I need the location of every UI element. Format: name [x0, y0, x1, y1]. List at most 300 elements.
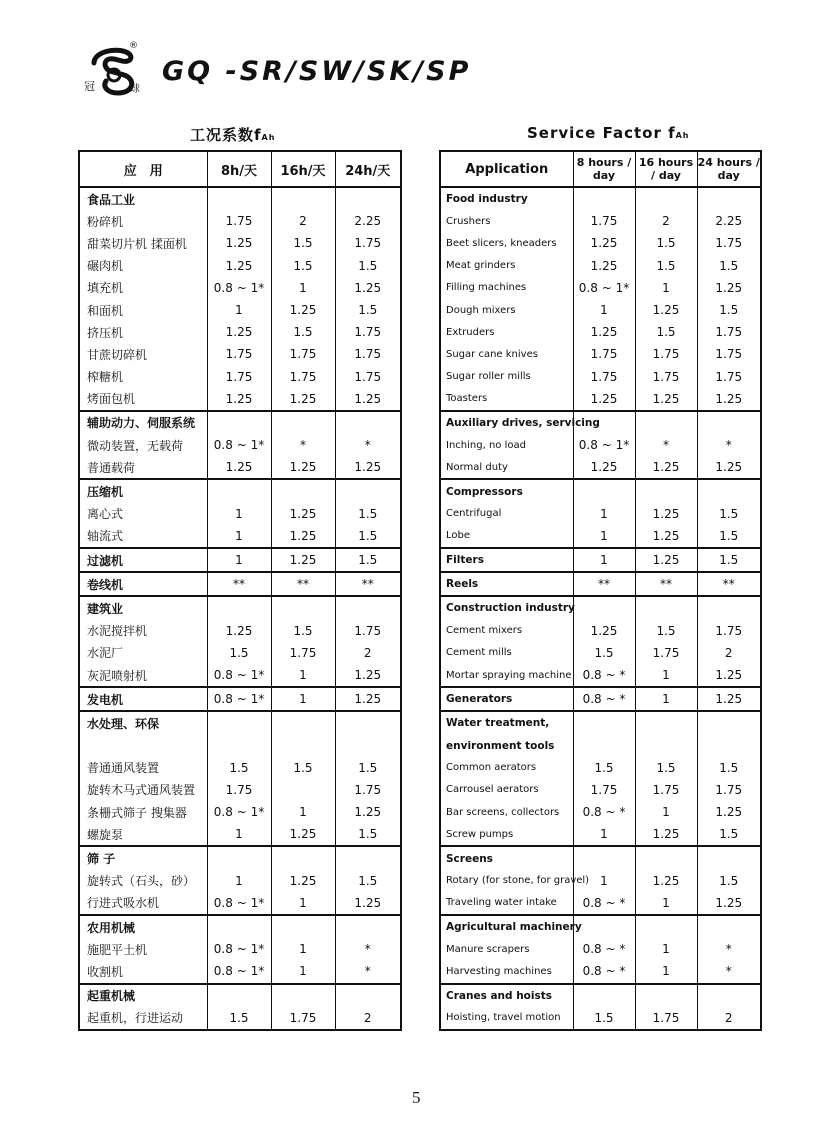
factor-16h-cell: 1.25 — [635, 548, 697, 572]
factor-8h-cell: 0.8 ~ * — [573, 960, 635, 983]
table-row — [79, 456, 401, 479]
factor-16h-cell: 1 — [271, 687, 335, 711]
application-cell: 施肥平土机 — [87, 942, 148, 957]
application-cell: 离心式 — [87, 507, 124, 522]
factor-8h-cell: 1 — [207, 823, 271, 846]
factor-24h-cell: 1.25 — [335, 456, 401, 479]
table-row — [79, 232, 401, 254]
factor-24h-cell: * — [697, 938, 761, 960]
factor-24h-cell — [697, 411, 761, 434]
factor-16h-cell: 1.75 — [635, 779, 697, 801]
factor-16h-cell: 1.75 — [271, 1007, 335, 1030]
application-cell: 和面机 — [87, 303, 124, 318]
table-row — [440, 366, 761, 388]
factor-8h-cell: 1.25 — [573, 388, 635, 411]
factor-8h-cell: 1 — [573, 299, 635, 321]
factor-16h-cell: 1.5 — [271, 321, 335, 343]
factor-16h-cell: 1 — [635, 938, 697, 960]
factor-16h-cell — [635, 735, 697, 757]
factor-16h-cell: 1 — [271, 938, 335, 960]
factor-8h-cell — [207, 735, 271, 757]
factor-8h-cell: 0.8 ~ 1* — [207, 687, 271, 711]
factor-24h-cell: 1.75 — [335, 343, 401, 365]
group-label: environment tools — [446, 739, 555, 752]
factor-24h-cell: 1.25 — [335, 277, 401, 299]
factor-16h-cell: 1.75 — [271, 343, 335, 365]
factor-24h-cell — [335, 479, 401, 502]
application-cell: Centrifugal — [446, 508, 502, 520]
factor-8h-cell — [207, 479, 271, 502]
group-row — [79, 846, 401, 869]
factor-24h-cell: 2.25 — [335, 210, 401, 232]
factor-8h-cell: 1.75 — [207, 210, 271, 232]
table-title-cn-sub: Ah — [261, 133, 276, 142]
factor-24h-cell: 1.25 — [335, 892, 401, 915]
factor-8h-cell: 1.75 — [573, 210, 635, 232]
factor-24h-cell: 1.75 — [335, 779, 401, 801]
factor-16h-cell: 1 — [635, 801, 697, 823]
group-label: Generators — [440, 687, 573, 711]
application-cell: Filling machines — [446, 282, 527, 294]
table-row — [79, 503, 401, 525]
factor-24h-cell: 1.5 — [697, 823, 761, 846]
factor-8h-cell: 0.8 ~ 1* — [207, 801, 271, 823]
factor-8h-cell: 1 — [207, 503, 271, 525]
application-cell: Rotary (for stone, for gravel) — [446, 875, 590, 887]
factor-8h-cell: 1.75 — [207, 779, 271, 801]
factor-24h-cell: 1.5 — [335, 823, 401, 846]
application-cell: Cement mixers — [446, 625, 523, 637]
factor-16h-cell: 1.25 — [635, 823, 697, 846]
header-application: 应 用 — [79, 151, 207, 187]
table-row — [440, 299, 761, 321]
factor-16h-cell: 1.25 — [271, 548, 335, 572]
table-row — [440, 620, 761, 642]
group-label: 发电机 — [79, 687, 207, 711]
factor-16h-cell: 1.25 — [635, 456, 697, 479]
table-row — [440, 525, 761, 548]
group-label: Filters — [440, 548, 573, 572]
table-row — [440, 456, 761, 479]
factor-16h-cell: 1 — [271, 892, 335, 915]
factor-8h-cell — [207, 596, 271, 619]
factor-24h-cell: 1.5 — [335, 548, 401, 572]
application-cell: Common aerators — [446, 762, 537, 774]
factor-8h-cell: 1.75 — [573, 779, 635, 801]
factor-24h-cell: 1.5 — [335, 870, 401, 892]
factor-16h-cell: 1.25 — [271, 823, 335, 846]
factor-16h-cell: 1.75 — [635, 366, 697, 388]
application-cell: Extruders — [446, 326, 495, 338]
application-cell: Traveling water intake — [446, 897, 557, 909]
group-row — [79, 735, 401, 757]
service-factor-table-cn — [78, 150, 402, 1031]
factor-8h-cell: 1.5 — [573, 1007, 635, 1030]
factor-24h-cell: 1.5 — [697, 757, 761, 779]
factor-24h-cell: 1.75 — [697, 366, 761, 388]
application-cell: Mortar spraying machine — [446, 669, 572, 681]
factor-8h-cell: 0.8 ~ * — [573, 687, 635, 711]
group-row — [440, 846, 761, 869]
factor-24h-cell — [697, 846, 761, 869]
factor-16h-cell: 1.25 — [271, 870, 335, 892]
group-row — [440, 572, 761, 596]
table-row — [79, 277, 401, 299]
factor-8h-cell — [573, 187, 635, 210]
factor-16h-cell: 1 — [635, 664, 697, 687]
application-cell: 烤面包机 — [87, 392, 136, 407]
logo-text-qiu: 球 — [130, 84, 140, 95]
application-cell: Normal duty — [446, 461, 508, 473]
application-cell: 轴流式 — [87, 529, 124, 544]
group-row — [440, 687, 761, 711]
application-cell: 收割机 — [87, 964, 124, 979]
factor-8h-cell: 1.5 — [573, 757, 635, 779]
factor-16h-cell — [271, 846, 335, 869]
factor-8h-cell: 1.25 — [207, 255, 271, 277]
factor-8h-cell — [207, 411, 271, 434]
application-cell: Crushers — [446, 215, 491, 227]
factor-8h-cell — [207, 711, 271, 734]
factor-24h-cell — [697, 479, 761, 502]
factor-24h-cell: 1.25 — [335, 664, 401, 687]
table-row — [440, 779, 761, 801]
factor-16h-cell: 1.5 — [271, 255, 335, 277]
factor-24h-cell: 1.5 — [697, 255, 761, 277]
table-row — [79, 1007, 401, 1030]
factor-8h-cell: ** — [573, 572, 635, 596]
factor-24h-cell: 1.25 — [697, 892, 761, 915]
group-label: Reels — [440, 572, 573, 596]
factor-16h-cell: ** — [635, 572, 697, 596]
group-row — [440, 479, 761, 502]
application-cell: Carrousel aerators — [446, 784, 539, 796]
factor-16h-cell — [635, 479, 697, 502]
factor-8h-cell: 1 — [573, 548, 635, 572]
table-row — [440, 210, 761, 232]
factor-24h-cell: 1.25 — [697, 664, 761, 687]
factor-24h-cell: * — [335, 938, 401, 960]
table-title-en — [527, 124, 689, 142]
factor-16h-cell — [635, 411, 697, 434]
factor-24h-cell — [335, 187, 401, 210]
factor-8h-cell: 0.8 ~ 1* — [207, 892, 271, 915]
group-row — [79, 548, 401, 572]
group-row — [79, 915, 401, 938]
table-row — [440, 938, 761, 960]
group-label: 压缩机 — [79, 479, 207, 502]
factor-16h-cell — [271, 735, 335, 757]
group-label: Compressors — [440, 479, 573, 502]
factor-24h-cell: 1.25 — [697, 388, 761, 411]
factor-8h-cell: 1 — [207, 525, 271, 548]
factor-8h-cell: 1.25 — [207, 321, 271, 343]
application-cell: 水泥厂 — [87, 646, 124, 661]
group-row — [79, 687, 401, 711]
factor-24h-cell — [697, 187, 761, 210]
factor-8h-cell: 1 — [207, 299, 271, 321]
header-application: Application — [440, 151, 573, 187]
group-label: Food industry — [446, 193, 528, 206]
factor-8h-cell: 1.75 — [573, 366, 635, 388]
factor-24h-cell: 1.5 — [697, 503, 761, 525]
factor-8h-cell — [573, 711, 635, 734]
group-row — [440, 984, 761, 1007]
application-cell: 灰泥喷射机 — [87, 668, 148, 683]
application-cell: Screw pumps — [446, 828, 514, 840]
factor-24h-cell — [335, 711, 401, 734]
factor-16h-cell: 1.75 — [635, 642, 697, 664]
factor-24h-cell: 1.75 — [697, 779, 761, 801]
factor-16h-cell: 1 — [271, 960, 335, 983]
table-row — [79, 321, 401, 343]
factor-24h-cell: * — [697, 434, 761, 456]
registered-mark: ® — [129, 41, 138, 51]
table-header-row — [440, 151, 761, 187]
factor-16h-cell: 1.75 — [635, 1007, 697, 1030]
table-title-cn — [190, 124, 275, 145]
factor-8h-cell: 1.25 — [207, 620, 271, 642]
group-label: Construction industry — [440, 596, 573, 619]
factor-16h-cell: 1.5 — [271, 757, 335, 779]
table-row — [79, 343, 401, 365]
table-row — [79, 938, 401, 960]
factor-16h-cell: 1 — [635, 687, 697, 711]
group-row — [79, 411, 401, 434]
factor-24h-cell: 1.5 — [697, 548, 761, 572]
group-row — [79, 711, 401, 734]
table-title-en-text: Service Factor — [527, 124, 669, 142]
factor-16h-cell: 2 — [271, 210, 335, 232]
table-row — [79, 664, 401, 687]
group-label: 食品工业 — [87, 192, 136, 207]
factor-16h-cell: 2 — [635, 210, 697, 232]
table-row — [440, 255, 761, 277]
group-row — [79, 596, 401, 619]
factor-24h-cell: 1.75 — [697, 343, 761, 365]
group-label: 农用机械 — [79, 915, 207, 938]
factor-24h-cell: 1.75 — [335, 366, 401, 388]
application-cell: Cement mills — [446, 647, 512, 659]
factor-16h-cell — [635, 711, 697, 734]
service-factor-table-en — [439, 150, 762, 1031]
factor-16h-cell: * — [635, 434, 697, 456]
factor-8h-cell — [573, 735, 635, 757]
factor-8h-cell — [573, 596, 635, 619]
table-title-cn-symbol: f — [254, 126, 262, 144]
application-cell: Lobe — [446, 530, 471, 542]
factor-8h-cell: 0.8 ~ 1* — [573, 277, 635, 299]
application-cell: 碾肉机 — [87, 259, 124, 274]
application-cell: Manure scrapers — [446, 943, 530, 955]
application-cell: 挤压机 — [87, 325, 124, 340]
factor-24h-cell — [697, 984, 761, 1007]
factor-16h-cell — [271, 984, 335, 1007]
application-cell: 螺旋泵 — [87, 827, 124, 842]
factor-16h-cell: 1.25 — [271, 525, 335, 548]
factor-24h-cell: 1.75 — [697, 232, 761, 254]
factor-24h-cell: ** — [697, 572, 761, 596]
factor-24h-cell: 1.5 — [335, 503, 401, 525]
page-number: 5 — [412, 1088, 421, 1107]
factor-16h-cell — [635, 915, 697, 938]
table-row — [440, 664, 761, 687]
factor-24h-cell — [697, 711, 761, 734]
factor-16h-cell — [271, 711, 335, 734]
factor-24h-cell — [335, 596, 401, 619]
table-row — [440, 642, 761, 664]
group-label: Auxiliary drives, servicing — [440, 411, 573, 434]
application-cell: 旋转式（石头，砂） — [87, 874, 196, 889]
factor-8h-cell: 1.25 — [573, 620, 635, 642]
factor-8h-cell — [207, 915, 271, 938]
group-row — [79, 572, 401, 596]
factor-16h-cell: 1.25 — [635, 525, 697, 548]
factor-8h-cell — [207, 846, 271, 869]
factor-24h-cell: * — [335, 960, 401, 983]
factor-8h-cell: 0.8 ~ * — [573, 664, 635, 687]
factor-24h-cell: 1.5 — [697, 299, 761, 321]
application-cell: 普通载荷 — [87, 460, 136, 475]
factor-16h-cell: 1.75 — [271, 366, 335, 388]
application-cell: Meat grinders — [446, 260, 516, 272]
factor-8h-cell: 1.25 — [573, 456, 635, 479]
logo-text-guan: 冠 — [84, 80, 95, 93]
factor-24h-cell: 1.25 — [335, 801, 401, 823]
table-row — [79, 779, 401, 801]
factor-24h-cell: 1.5 — [335, 757, 401, 779]
factor-8h-cell: 0.8 ~ * — [573, 938, 635, 960]
table-row — [79, 434, 401, 456]
table-row — [79, 210, 401, 232]
factor-16h-cell: 1 — [635, 960, 697, 983]
table-title-en-sub: Ah — [675, 131, 690, 140]
factor-8h-cell: ** — [207, 572, 271, 596]
table-body-cn — [79, 187, 401, 1030]
factor-24h-cell: 1.25 — [335, 687, 401, 711]
factor-16h-cell: 1.25 — [635, 388, 697, 411]
header-24h: 24h/天 — [335, 151, 401, 187]
factor-8h-cell: 0.8 ~ 1* — [207, 960, 271, 983]
factor-16h-cell — [271, 779, 335, 801]
factor-16h-cell: 1.25 — [271, 456, 335, 479]
factor-8h-cell: 0.8 ~ * — [573, 801, 635, 823]
factor-24h-cell — [697, 735, 761, 757]
application-cell: Sugar cane knives — [446, 348, 538, 360]
factor-16h-cell: 1.25 — [635, 870, 697, 892]
group-row — [440, 915, 761, 938]
factor-8h-cell: 1.25 — [207, 456, 271, 479]
factor-8h-cell: 0.8 ~ 1* — [207, 434, 271, 456]
factor-8h-cell: 1.5 — [573, 642, 635, 664]
group-row — [79, 479, 401, 502]
table-row — [440, 1007, 761, 1030]
factor-16h-cell — [635, 187, 697, 210]
table-row — [440, 321, 761, 343]
factor-16h-cell: 1.5 — [635, 620, 697, 642]
group-label: 卷线机 — [79, 572, 207, 596]
factor-8h-cell: 1 — [573, 525, 635, 548]
table-row — [79, 823, 401, 846]
factor-8h-cell: 1.5 — [207, 642, 271, 664]
factor-16h-cell — [635, 846, 697, 869]
factor-8h-cell — [573, 846, 635, 869]
application-cell: Toasters — [446, 393, 488, 405]
table-row — [79, 757, 401, 779]
table-row — [440, 801, 761, 823]
group-row — [440, 596, 761, 619]
header-8-hours: 8 hours / day — [573, 151, 635, 187]
application-cell: 粉碎机 — [87, 214, 124, 229]
factor-24h-cell: ** — [335, 572, 401, 596]
factor-8h-cell: 1.25 — [207, 232, 271, 254]
application-cell: 条栅式筛子 搜集器 — [87, 805, 187, 820]
factor-8h-cell: 1.25 — [207, 388, 271, 411]
factor-24h-cell: 1.75 — [335, 620, 401, 642]
factor-8h-cell: 1.75 — [207, 366, 271, 388]
table-row — [79, 801, 401, 823]
group-row — [440, 187, 761, 210]
table-row — [440, 892, 761, 915]
factor-8h-cell: 0.8 ~ 1* — [207, 938, 271, 960]
header-24-hours: 24 hours / day — [697, 151, 761, 187]
factor-16h-cell: 1 — [635, 277, 697, 299]
application-cell: 行进式吸水机 — [87, 896, 160, 911]
table-row — [440, 757, 761, 779]
factor-8h-cell: 1 — [573, 870, 635, 892]
group-label: 水处理、环保 — [79, 711, 207, 734]
group-row — [440, 711, 761, 734]
group-row — [79, 187, 401, 210]
table-row — [440, 232, 761, 254]
factor-24h-cell: 2 — [697, 1007, 761, 1030]
group-label: Cranes and hoists — [440, 984, 573, 1007]
factor-16h-cell — [271, 479, 335, 502]
factor-16h-cell: 1.25 — [635, 503, 697, 525]
table-row — [79, 525, 401, 548]
factor-8h-cell: 1.5 — [207, 1007, 271, 1030]
factor-8h-cell: 1 — [573, 823, 635, 846]
factor-8h-cell: 0.8 ~ 1* — [207, 664, 271, 687]
factor-16h-cell: 1.5 — [271, 620, 335, 642]
factor-8h-cell — [573, 915, 635, 938]
application-cell: Harvesting machines — [446, 965, 552, 977]
factor-16h-cell: 1.75 — [271, 642, 335, 664]
factor-24h-cell — [335, 735, 401, 757]
table-row — [79, 642, 401, 664]
table-row — [79, 388, 401, 411]
application-cell: 起重机，行进运动 — [87, 1011, 184, 1026]
table-row — [79, 255, 401, 277]
table-row — [79, 960, 401, 983]
table-row — [440, 343, 761, 365]
factor-8h-cell: 1 — [207, 548, 271, 572]
table-row — [440, 434, 761, 456]
factor-24h-cell — [335, 915, 401, 938]
table-row — [79, 892, 401, 915]
factor-24h-cell: 1.75 — [697, 620, 761, 642]
application-cell: 甘蔗切碎机 — [87, 347, 148, 362]
table-row — [440, 870, 761, 892]
table-header-row — [79, 151, 401, 187]
table-row — [79, 870, 401, 892]
factor-16h-cell — [635, 596, 697, 619]
factor-16h-cell: 1 — [271, 801, 335, 823]
factor-24h-cell: 1.5 — [335, 255, 401, 277]
factor-16h-cell: ** — [271, 572, 335, 596]
application-cell: 填充机 — [87, 281, 124, 296]
factor-16h-cell: 1.75 — [635, 343, 697, 365]
